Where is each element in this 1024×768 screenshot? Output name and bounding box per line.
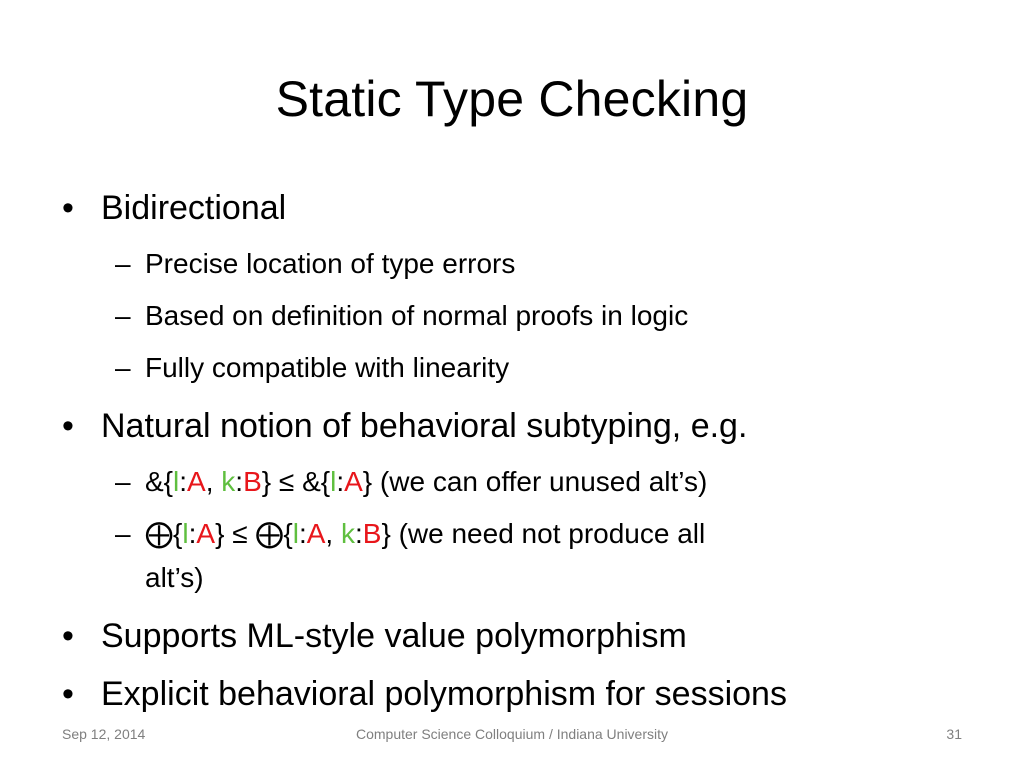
- bullet-text: Explicit behavioral polymorphism for sessions: [101, 675, 787, 713]
- ampersand-brace: &{: [302, 466, 331, 497]
- open-brace: {: [173, 518, 183, 549]
- type-A: A: [344, 466, 363, 497]
- type-B: B: [362, 518, 382, 549]
- formula: [145, 464, 707, 500]
- bullet-text: Bidirectional: [101, 189, 287, 227]
- close-brace: }: [215, 518, 225, 549]
- sub-bullet-text: Fully compatible with linearity: [145, 352, 510, 383]
- leq-symbol: ≤: [271, 466, 303, 497]
- footer-center-text: Computer Science Colloquium / Indiana University: [355, 726, 669, 742]
- example-note-continued: alt’s): [145, 562, 204, 593]
- footer-page-number: 31: [946, 726, 962, 742]
- colon: :: [298, 518, 307, 549]
- bullet-marker: •: [62, 617, 74, 655]
- type-A: A: [196, 518, 216, 549]
- label-l: l: [173, 466, 180, 497]
- colon: :: [188, 518, 197, 549]
- oplus-symbol: ⨁: [255, 518, 284, 549]
- type-A: A: [306, 518, 326, 549]
- dash-marker: –: [115, 466, 131, 497]
- bullet-marker: •: [62, 189, 74, 227]
- sub-bullet-text: Precise location of type errors: [145, 248, 516, 279]
- formula: [145, 516, 705, 552]
- bullet-text: Supports ML-style value polymorphism: [101, 617, 687, 655]
- leq-symbol: ≤: [224, 518, 256, 549]
- example-note: (we need not produce all: [390, 518, 706, 549]
- bullet-marker: •: [62, 675, 74, 713]
- colon: :: [179, 466, 188, 497]
- colon: :: [336, 466, 345, 497]
- bullet-marker: •: [62, 407, 74, 445]
- type-B: B: [243, 466, 262, 497]
- oplus-symbol: ⨁: [145, 518, 173, 549]
- label-l: l: [330, 466, 337, 497]
- label-l: l: [182, 518, 189, 549]
- colon: :: [354, 518, 363, 549]
- close-brace: }: [261, 466, 272, 497]
- close-brace: }: [381, 518, 391, 549]
- close-brace: }: [362, 466, 373, 497]
- bullet-text: Natural notion of behavioral subtyping, e.g.: [101, 407, 748, 445]
- dash-marker: –: [115, 518, 131, 549]
- footer-date: Sep 12, 2014: [62, 726, 146, 742]
- colon: :: [235, 466, 244, 497]
- label-k: k: [221, 466, 236, 497]
- dash-marker: –: [115, 300, 131, 331]
- slide-title: Static Type Checking: [275, 71, 749, 127]
- ampersand-brace: &{: [145, 466, 174, 497]
- label-l: l: [292, 518, 299, 549]
- comma: ,: [325, 518, 341, 549]
- dash-marker: –: [115, 352, 131, 383]
- sub-bullet-text: Based on definition of normal proofs in logic: [145, 300, 689, 331]
- label-k: k: [340, 518, 355, 549]
- comma: ,: [205, 466, 222, 497]
- dash-marker: –: [115, 248, 131, 279]
- type-A: A: [187, 466, 206, 497]
- open-brace: {: [283, 518, 293, 549]
- example-note: (we can offer unused alt’s): [372, 466, 708, 497]
